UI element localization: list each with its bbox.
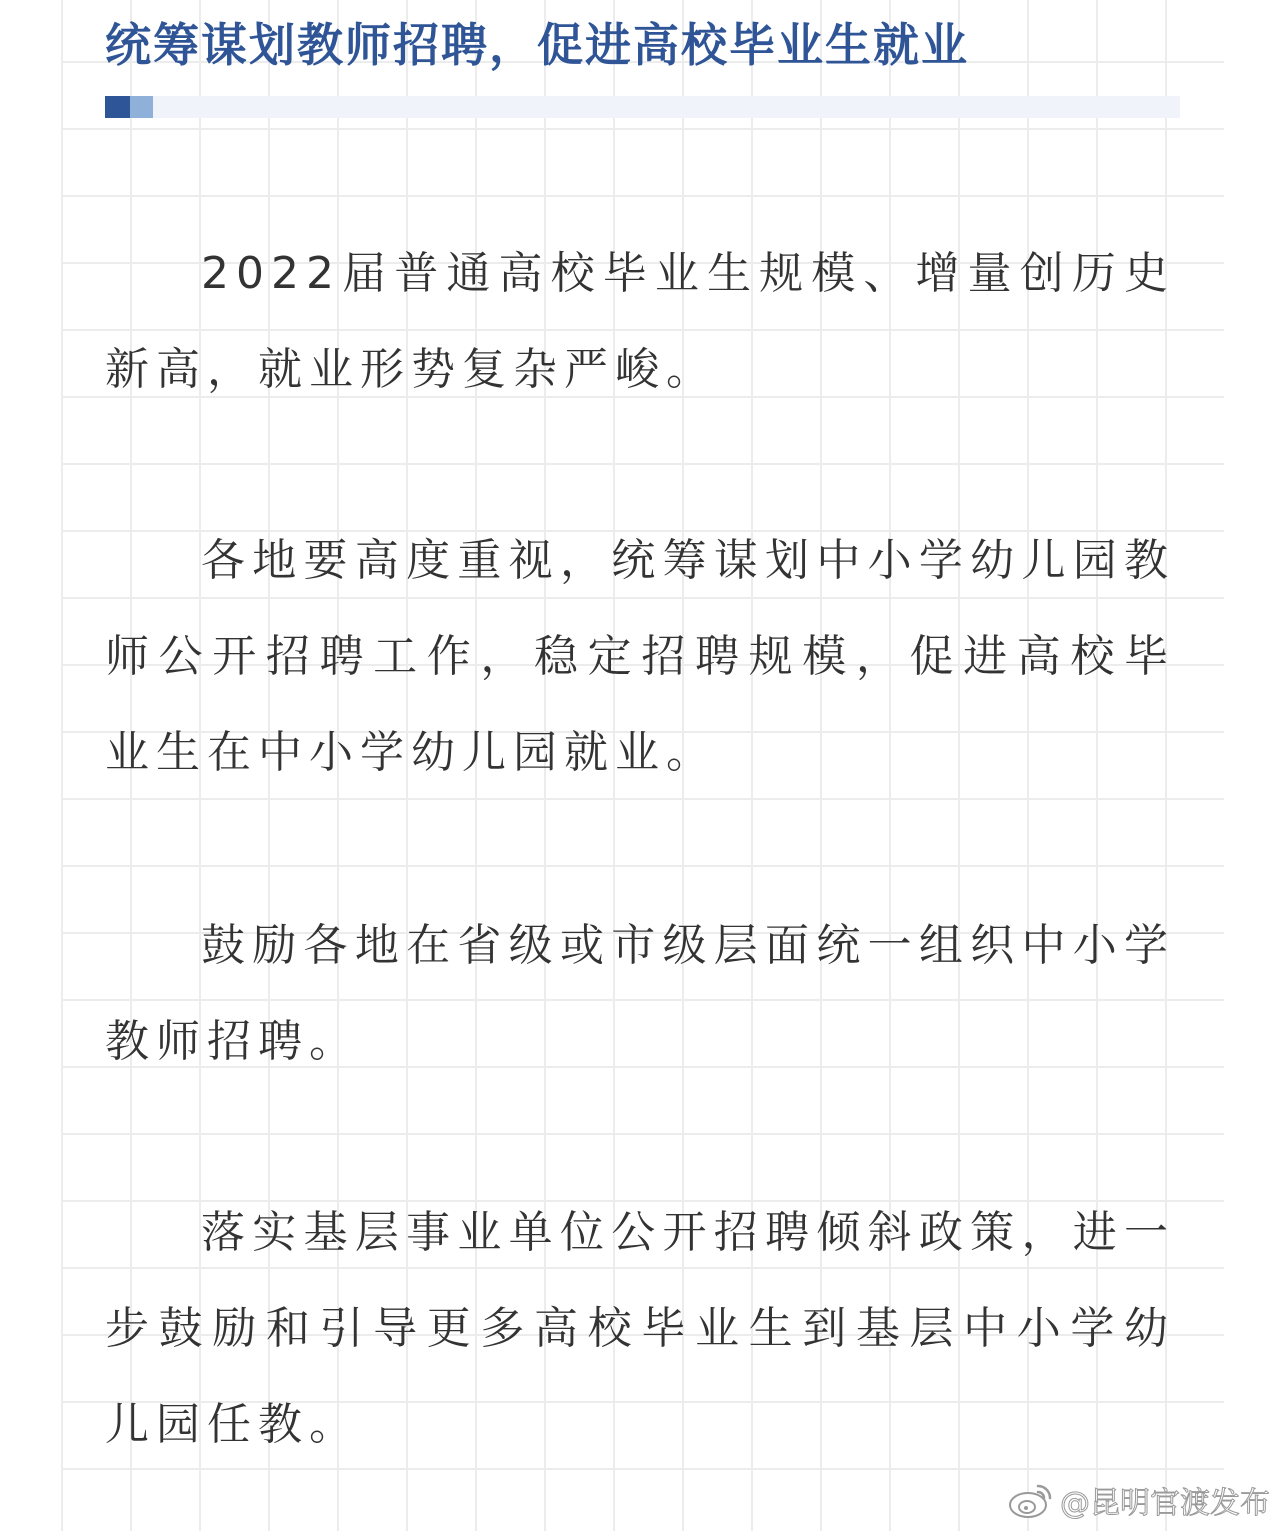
weibo-icon — [1008, 1480, 1056, 1520]
paragraph-4: 落实基层事业单位公开招聘倾斜政策，进一步鼓励和引导更多高校毕业生到基层中小学幼儿园任教。 — [105, 1207, 1175, 1450]
title-bar-mid-segment — [130, 96, 153, 118]
weibo-watermark — [1008, 1478, 1270, 1522]
watermark-text: @昆明官渡发布 — [1060, 1486, 1270, 1521]
paragraph-3: 鼓励各地在省级或市级层面统一组织中小学教师招聘。 — [105, 920, 1175, 1067]
title-bar-dark-segment — [105, 96, 130, 118]
title-bar-light-segment — [153, 96, 1180, 118]
page-title: 统筹谋划教师招聘，促进高校毕业生就业 — [105, 18, 969, 72]
page-margin-left — [0, 0, 61, 1531]
page-margin-right — [1224, 0, 1284, 1531]
paragraph-1: 2022届普通高校毕业生规模、增量创历史新高，就业形势复杂严峻。 — [105, 248, 1175, 395]
paragraph-2: 各地要高度重视，统筹谋划中小学幼儿园教师公开招聘工作，稳定招聘规模，促进高校毕业生在中小学幼儿园就业。 — [105, 535, 1175, 778]
title-underline-bar — [105, 96, 1180, 118]
